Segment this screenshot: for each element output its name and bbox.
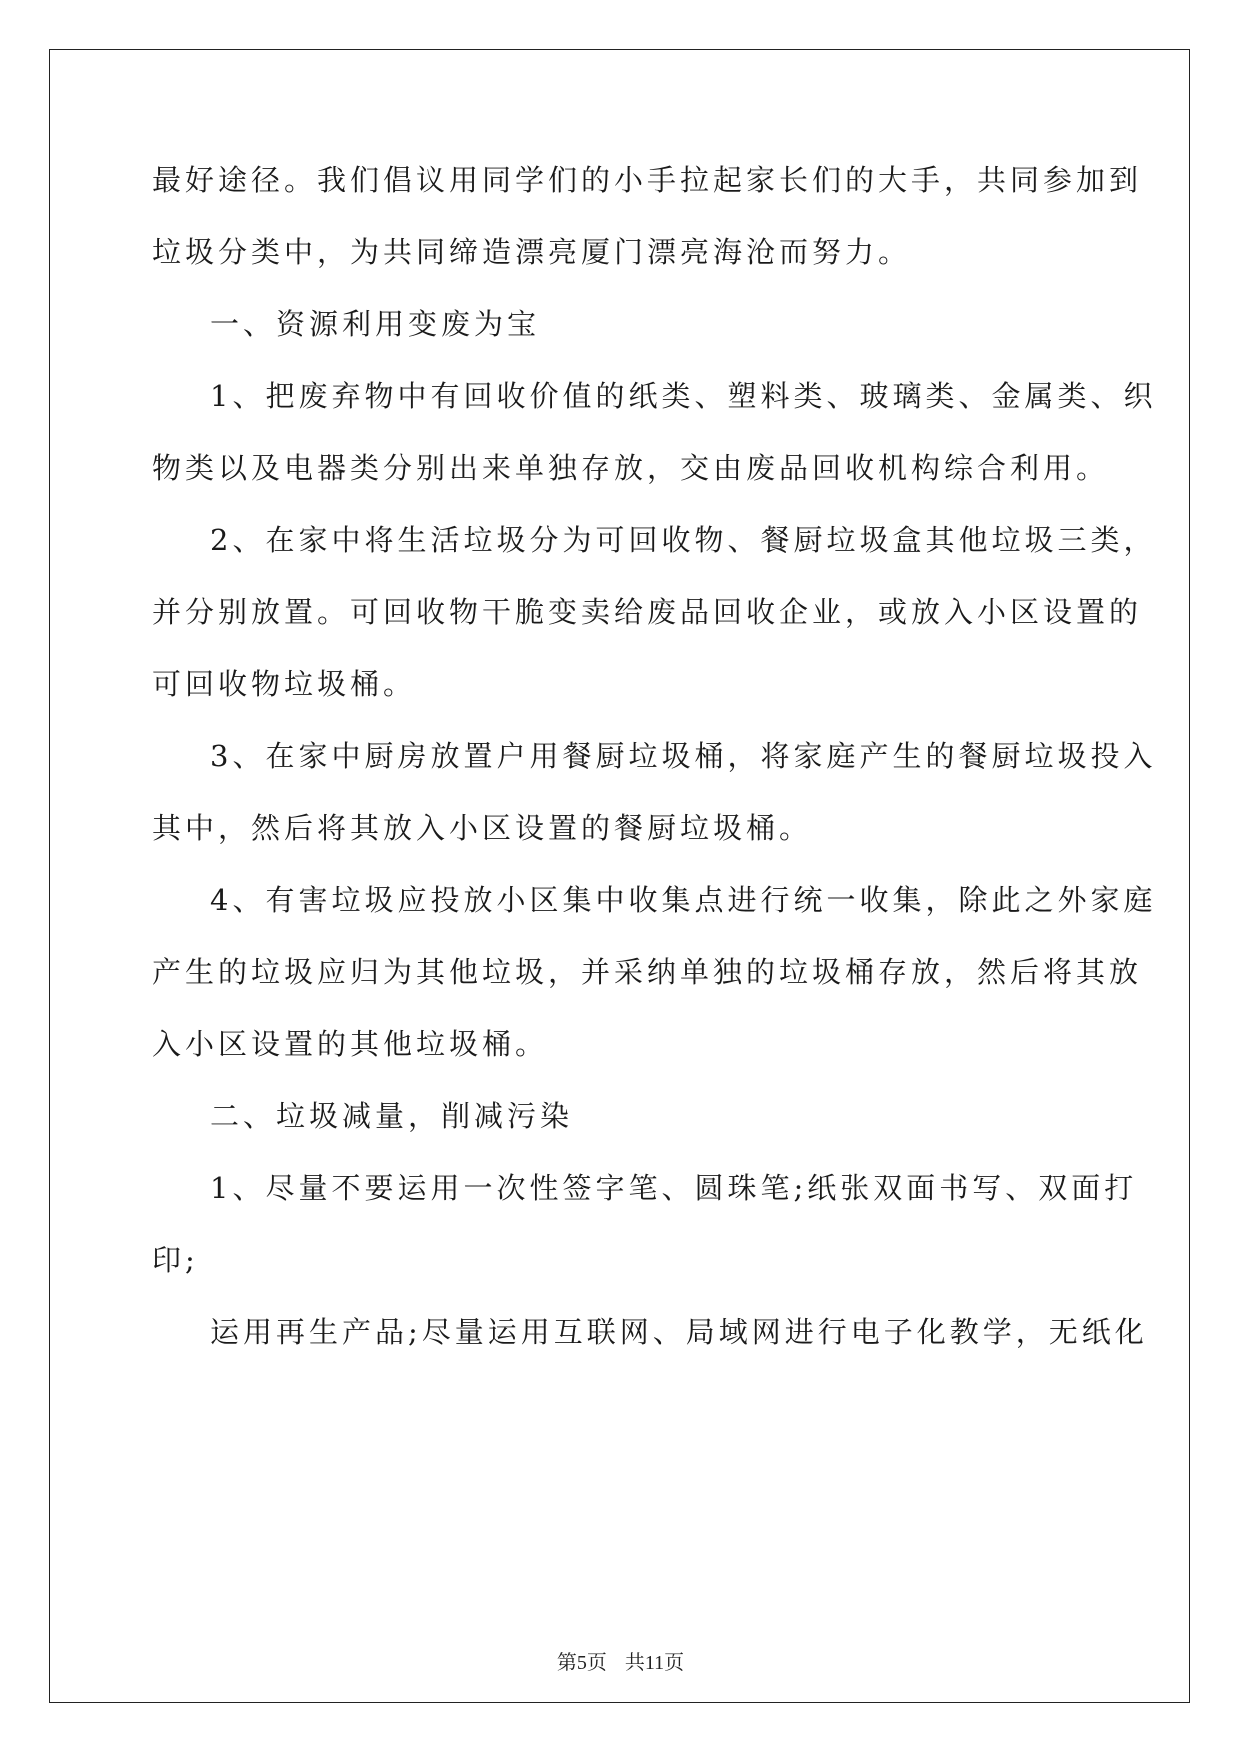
total-pages: 11 [644,1652,665,1674]
text-line: 印; [152,1243,199,1277]
section-heading: 二、垃圾减量，削减污染 [210,1099,574,1133]
text-line: 入小区设置的其他垃圾桶。 [152,1027,549,1061]
text-line: 3、在家中厨房放置户用餐厨垃圾桶，将家庭产生的餐厨垃圾投入 [210,739,1157,773]
text-line: 1、把废弃物中有回收价值的纸类、塑料类、玻璃类、金属类、织 [210,379,1157,413]
text-line: 物类以及电器类分别出来单独存放，交由废品回收机构综合利用。 [152,451,1110,485]
total-suffix: 页 [664,1652,685,1674]
text-line: 其中，然后将其放入小区设置的餐厨垃圾桶。 [152,811,813,845]
page-prefix: 第 [556,1652,577,1674]
page-number: 5 [576,1652,587,1674]
section-heading: 一、资源利用变废为宝 [210,307,541,341]
text-line: 产生的垃圾应归为其他垃圾，并采纳单独的垃圾桶存放，然后将其放 [152,955,1143,989]
text-line: 最好途径。我们倡议用同学们的小手拉起家长们的大手，共同参加到 [152,163,1143,197]
text-line: 可回收物垃圾桶。 [152,667,417,701]
page-suffix: 页 [586,1652,607,1674]
text-line: 垃圾分类中，为共同缔造漂亮厦门漂亮海沧而努力。 [152,235,912,269]
text-line: 1、尽量不要运用一次性签字笔、圆珠笔;纸张双面书写、双面打 [210,1171,1138,1205]
page-border [49,49,1190,1703]
text-line: 并分别放置。可回收物干脆变卖给废品回收企业，或放入小区设置的 [152,595,1143,629]
text-line: 2、在家中将生活垃圾分为可回收物、餐厨垃圾盒其他垃圾三类， [210,523,1157,557]
page-footer [0,1646,1241,1675]
text-line: 4、有害垃圾应投放小区集中收集点进行统一收集，除此之外家庭 [210,883,1157,917]
text-line: 运用再生产品;尽量运用互联网、局域网进行电子化教学，无纸化 [210,1315,1148,1349]
total-prefix: 共 [624,1652,645,1674]
